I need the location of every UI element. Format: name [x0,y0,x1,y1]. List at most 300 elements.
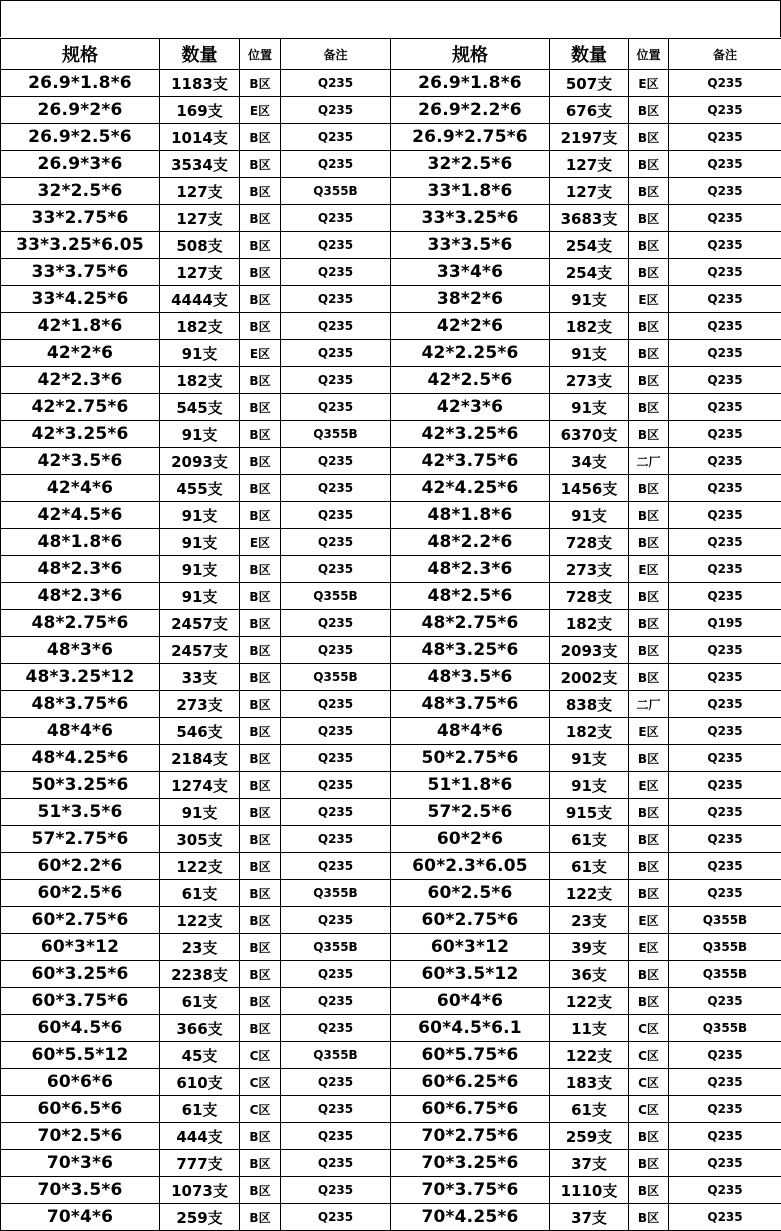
quantity-cell: 273支 [160,691,240,718]
note-cell: Q235 [281,556,391,583]
position-cell: B区 [240,853,281,880]
note-cell: Q355B [669,907,781,934]
spec-cell: 42*4.5*6 [1,502,160,529]
spec-cell: 42*2.75*6 [1,394,160,421]
quantity-cell: 273支 [550,556,629,583]
quantity-cell: 45支 [160,1042,240,1069]
note-cell: Q235 [669,1069,781,1096]
quantity-cell: 91支 [550,394,629,421]
position-cell: B区 [629,232,669,259]
spec-cell: 42*3.75*6 [391,448,550,475]
quantity-cell: 61支 [550,826,629,853]
quantity-cell: 91支 [550,286,629,313]
quantity-cell: 91支 [160,556,240,583]
position-cell: B区 [240,907,281,934]
note-cell: Q235 [669,880,781,907]
position-cell: B区 [240,583,281,610]
note-cell: Q235 [669,772,781,799]
table-row [1,718,781,745]
spec-cell: 42*3.5*6 [1,448,160,475]
quantity-cell: 455支 [160,475,240,502]
spec-cell: 60*2.3*6.05 [391,853,550,880]
position-cell: B区 [240,1123,281,1150]
position-cell: B区 [240,826,281,853]
quantity-cell: 182支 [550,718,629,745]
position-cell: B区 [629,583,669,610]
spec-cell: 60*3.75*6 [1,988,160,1015]
quantity-cell: 91支 [160,502,240,529]
spec-cell: 42*4*6 [1,475,160,502]
note-cell: Q235 [669,205,781,232]
spec-cell: 26.9*1.8*6 [1,70,160,97]
quantity-cell: 2457支 [160,637,240,664]
spec-cell: 60*2.75*6 [391,907,550,934]
position-cell: B区 [629,826,669,853]
table-row [1,124,781,151]
quantity-cell: 2002支 [550,664,629,691]
position-cell: B区 [240,745,281,772]
position-cell: B区 [629,1177,669,1204]
note-cell: Q355B [281,934,391,961]
note-cell: Q235 [669,637,781,664]
spec-cell: 48*3.25*6 [391,637,550,664]
quantity-cell: 127支 [160,205,240,232]
quantity-cell: 91支 [160,529,240,556]
note-cell: Q355B [281,664,391,691]
note-cell: Q235 [281,502,391,529]
position-cell: B区 [240,880,281,907]
note-cell: Q235 [669,1042,781,1069]
quantity-cell: 305支 [160,826,240,853]
position-cell: E区 [629,286,669,313]
quantity-cell: 2093支 [550,637,629,664]
position-cell: B区 [629,637,669,664]
position-cell: E区 [629,556,669,583]
note-cell: Q235 [281,70,391,97]
position-cell: B区 [240,1150,281,1177]
quantity-cell: 2238支 [160,961,240,988]
spec-cell: 70*4.25*6 [391,1204,550,1231]
note-cell: Q235 [281,1015,391,1042]
quantity-cell: 91支 [160,799,240,826]
table-row [1,853,781,880]
spec-cell: 48*3.75*6 [1,691,160,718]
quantity-cell: 915支 [550,799,629,826]
quantity-cell: 122支 [160,853,240,880]
quantity-cell: 728支 [550,583,629,610]
table-row [1,259,781,286]
note-cell: Q355B [281,583,391,610]
quantity-cell: 169支 [160,97,240,124]
position-cell: B区 [629,988,669,1015]
position-cell: C区 [629,1069,669,1096]
position-cell: B区 [240,421,281,448]
note-cell: Q235 [669,394,781,421]
table-row [1,637,781,664]
position-cell: C区 [240,1042,281,1069]
position-cell: B区 [629,961,669,988]
spec-cell: 50*2.75*6 [391,745,550,772]
position-cell: B区 [629,259,669,286]
table-row [1,448,781,475]
position-cell: E区 [629,718,669,745]
spec-cell: 26.9*1.8*6 [391,70,550,97]
spec-cell: 60*3.5*12 [391,961,550,988]
spec-cell: 32*2.5*6 [391,151,550,178]
quantity-cell: 777支 [160,1150,240,1177]
quantity-cell: 1073支 [160,1177,240,1204]
note-cell: Q235 [669,1150,781,1177]
note-cell: Q235 [669,70,781,97]
table-row [1,745,781,772]
spec-cell: 60*5.75*6 [391,1042,550,1069]
position-cell: B区 [629,421,669,448]
position-cell: B区 [629,745,669,772]
spec-cell: 26.9*2*6 [1,97,160,124]
note-header: 备注 [669,39,781,70]
note-cell: Q235 [281,988,391,1015]
note-cell: Q235 [669,178,781,205]
position-cell: B区 [240,799,281,826]
position-cell: B区 [240,1204,281,1231]
note-cell: Q355B [281,421,391,448]
note-cell: Q355B [281,178,391,205]
spec-cell: 70*3.75*6 [391,1177,550,1204]
quantity-cell: 182支 [550,610,629,637]
table-row [1,286,781,313]
note-header: 备注 [281,39,391,70]
position-cell: C区 [629,1042,669,1069]
spec-cell: 60*6.5*6 [1,1096,160,1123]
spec-cell: 42*2.25*6 [391,340,550,367]
quantity-cell: 61支 [160,988,240,1015]
quantity-cell: 676支 [550,97,629,124]
position-cell: B区 [240,259,281,286]
note-cell: Q235 [281,259,391,286]
table-row [1,907,781,934]
table-row [1,205,781,232]
position-header: 位置 [240,39,281,70]
spec-cell: 33*3.25*6 [391,205,550,232]
quantity-cell: 182支 [160,313,240,340]
sheet-title-bar [0,0,781,37]
spec-cell: 42*2.5*6 [391,367,550,394]
note-cell: Q235 [281,529,391,556]
spec-cell: 48*2.3*6 [1,583,160,610]
note-cell: Q235 [281,826,391,853]
quantity-cell: 91支 [550,340,629,367]
quantity-cell: 37支 [550,1204,629,1231]
spec-cell: 48*1.8*6 [1,529,160,556]
position-cell: B区 [240,448,281,475]
position-cell: B区 [240,1177,281,1204]
table-row [1,178,781,205]
quantity-cell: 36支 [550,961,629,988]
spec-cell: 60*3*12 [391,934,550,961]
table-row [1,70,781,97]
note-cell: Q355B [281,1042,391,1069]
position-cell: B区 [629,124,669,151]
position-cell: B区 [629,178,669,205]
table-row [1,151,781,178]
position-cell: B区 [240,988,281,1015]
note-cell: Q235 [669,313,781,340]
table-row [1,1042,781,1069]
position-cell: B区 [240,475,281,502]
spec-cell: 60*2*6 [391,826,550,853]
spec-cell: 33*1.8*6 [391,178,550,205]
spec-cell: 38*2*6 [391,286,550,313]
position-cell: C区 [629,1096,669,1123]
position-cell: B区 [240,556,281,583]
spec-cell: 57*2.75*6 [1,826,160,853]
spec-cell: 60*5.5*12 [1,1042,160,1069]
quantity-cell: 127支 [550,151,629,178]
note-cell: Q235 [281,286,391,313]
quantity-cell: 61支 [160,880,240,907]
table-row [1,691,781,718]
spec-cell: 60*2.75*6 [1,907,160,934]
note-cell: Q235 [281,1204,391,1231]
position-cell: E区 [240,340,281,367]
note-cell: Q235 [281,907,391,934]
note-cell: Q235 [669,1123,781,1150]
note-cell: Q235 [669,124,781,151]
spec-cell: 48*4*6 [1,718,160,745]
note-cell: Q235 [281,1123,391,1150]
quantity-cell: 39支 [550,934,629,961]
quantity-cell: 182支 [550,313,629,340]
spec-cell: 48*2.3*6 [391,556,550,583]
note-cell: Q235 [281,637,391,664]
quantity-cell: 273支 [550,367,629,394]
position-cell: B区 [240,772,281,799]
spec-cell: 33*2.75*6 [1,205,160,232]
position-cell: B区 [240,610,281,637]
note-cell: Q195 [669,610,781,637]
position-cell: B区 [240,151,281,178]
position-cell: B区 [629,340,669,367]
position-cell: E区 [240,529,281,556]
position-cell: B区 [240,70,281,97]
note-cell: Q235 [669,448,781,475]
quantity-cell: 2457支 [160,610,240,637]
position-cell: B区 [240,961,281,988]
header-row [1,39,781,70]
table-row [1,583,781,610]
note-cell: Q235 [669,97,781,124]
table-row [1,529,781,556]
note-cell: Q235 [669,826,781,853]
quantity-cell: 508支 [160,232,240,259]
note-cell: Q235 [669,556,781,583]
position-header: 位置 [629,39,669,70]
quantity-cell: 3534支 [160,151,240,178]
spec-cell: 48*2.5*6 [391,583,550,610]
quantity-cell: 61支 [550,1096,629,1123]
note-cell: Q235 [669,475,781,502]
table-row [1,664,781,691]
quantity-cell: 444支 [160,1123,240,1150]
qty-header: 数量 [550,39,629,70]
position-cell: B区 [240,664,281,691]
spec-cell: 60*2.5*6 [1,880,160,907]
quantity-cell: 182支 [160,367,240,394]
table-row [1,556,781,583]
table-row [1,934,781,961]
quantity-cell: 91支 [550,502,629,529]
quantity-cell: 127支 [160,259,240,286]
spec-cell: 42*4.25*6 [391,475,550,502]
note-cell: Q235 [669,691,781,718]
quantity-cell: 4444支 [160,286,240,313]
quantity-cell: 610支 [160,1069,240,1096]
note-cell: Q235 [669,259,781,286]
position-cell: B区 [629,97,669,124]
position-cell: B区 [240,637,281,664]
spec-cell: 42*3.25*6 [391,421,550,448]
qty-header: 数量 [160,39,240,70]
spec-cell: 42*2*6 [1,340,160,367]
note-cell: Q355B [669,1015,781,1042]
position-cell: B区 [240,502,281,529]
position-cell: B区 [240,205,281,232]
note-cell: Q355B [669,934,781,961]
position-cell: B区 [629,853,669,880]
table-row [1,475,781,502]
note-cell: Q235 [281,394,391,421]
spec-cell: 60*4.5*6 [1,1015,160,1042]
position-cell: B区 [240,178,281,205]
position-cell: B区 [629,475,669,502]
note-cell: Q235 [281,151,391,178]
note-cell: Q235 [281,961,391,988]
note-cell: Q235 [281,232,391,259]
note-cell: Q235 [281,799,391,826]
spec-cell: 60*4*6 [391,988,550,1015]
quantity-cell: 61支 [550,853,629,880]
note-cell: Q235 [281,97,391,124]
note-cell: Q235 [281,1069,391,1096]
note-cell: Q235 [281,772,391,799]
note-cell: Q235 [669,583,781,610]
spec-cell: 33*3.5*6 [391,232,550,259]
quantity-cell: 127支 [550,178,629,205]
note-cell: Q235 [669,151,781,178]
table-row [1,1150,781,1177]
spec-cell: 26.9*2.75*6 [391,124,550,151]
quantity-cell: 2093支 [160,448,240,475]
spec-header: 规格 [391,39,550,70]
quantity-cell: 91支 [160,421,240,448]
position-cell: B区 [629,367,669,394]
inventory-table [0,38,781,1231]
quantity-cell: 2184支 [160,745,240,772]
spec-cell: 26.9*3*6 [1,151,160,178]
position-cell: B区 [240,691,281,718]
spec-cell: 60*2.2*6 [1,853,160,880]
table-row [1,1096,781,1123]
spec-cell: 70*2.75*6 [391,1123,550,1150]
note-cell: Q235 [669,367,781,394]
spec-cell: 48*2.3*6 [1,556,160,583]
position-cell: C区 [629,1015,669,1042]
quantity-cell: 3683支 [550,205,629,232]
position-cell: E区 [629,772,669,799]
quantity-cell: 33支 [160,664,240,691]
table-row [1,367,781,394]
spec-cell: 48*3*6 [1,637,160,664]
position-cell: E区 [629,907,669,934]
spec-cell: 51*1.8*6 [391,772,550,799]
quantity-cell: 34支 [550,448,629,475]
position-cell: B区 [629,1204,669,1231]
quantity-cell: 838支 [550,691,629,718]
spec-cell: 33*4.25*6 [1,286,160,313]
quantity-cell: 546支 [160,718,240,745]
position-cell: B区 [629,610,669,637]
table-row [1,313,781,340]
spec-cell: 48*4*6 [391,718,550,745]
note-cell: Q235 [669,232,781,259]
spec-cell: 48*2.2*6 [391,529,550,556]
note-cell: Q235 [669,718,781,745]
position-cell: E区 [240,97,281,124]
spec-cell: 70*2.5*6 [1,1123,160,1150]
quantity-cell: 91支 [160,583,240,610]
position-cell: B区 [240,313,281,340]
note-cell: Q235 [281,124,391,151]
note-cell: Q235 [669,745,781,772]
quantity-cell: 366支 [160,1015,240,1042]
note-cell: Q235 [281,340,391,367]
spec-header: 规格 [1,39,160,70]
quantity-cell: 61支 [160,1096,240,1123]
quantity-cell: 254支 [550,259,629,286]
spec-cell: 60*4.5*6.1 [391,1015,550,1042]
position-cell: B区 [240,232,281,259]
spec-cell: 51*3.5*6 [1,799,160,826]
note-cell: Q235 [669,286,781,313]
quantity-cell: 2197支 [550,124,629,151]
note-cell: Q235 [281,745,391,772]
quantity-cell: 23支 [160,934,240,961]
spec-cell: 70*3*6 [1,1150,160,1177]
spec-cell: 60*6.75*6 [391,1096,550,1123]
spec-cell: 60*3.25*6 [1,961,160,988]
position-cell: B区 [240,718,281,745]
note-cell: Q235 [669,529,781,556]
table-row [1,799,781,826]
position-cell: 二厂 [629,448,669,475]
note-cell: Q235 [281,718,391,745]
table-row [1,394,781,421]
position-cell: B区 [629,502,669,529]
position-cell: B区 [629,880,669,907]
quantity-cell: 259支 [550,1123,629,1150]
table-body [1,70,781,1231]
position-cell: B区 [629,394,669,421]
quantity-cell: 122支 [550,988,629,1015]
note-cell: Q235 [669,1177,781,1204]
spec-cell: 42*2.3*6 [1,367,160,394]
note-cell: Q235 [281,1150,391,1177]
quantity-cell: 545支 [160,394,240,421]
spec-cell: 26.9*2.5*6 [1,124,160,151]
table-row [1,772,781,799]
position-cell: 二厂 [629,691,669,718]
quantity-cell: 91支 [550,772,629,799]
